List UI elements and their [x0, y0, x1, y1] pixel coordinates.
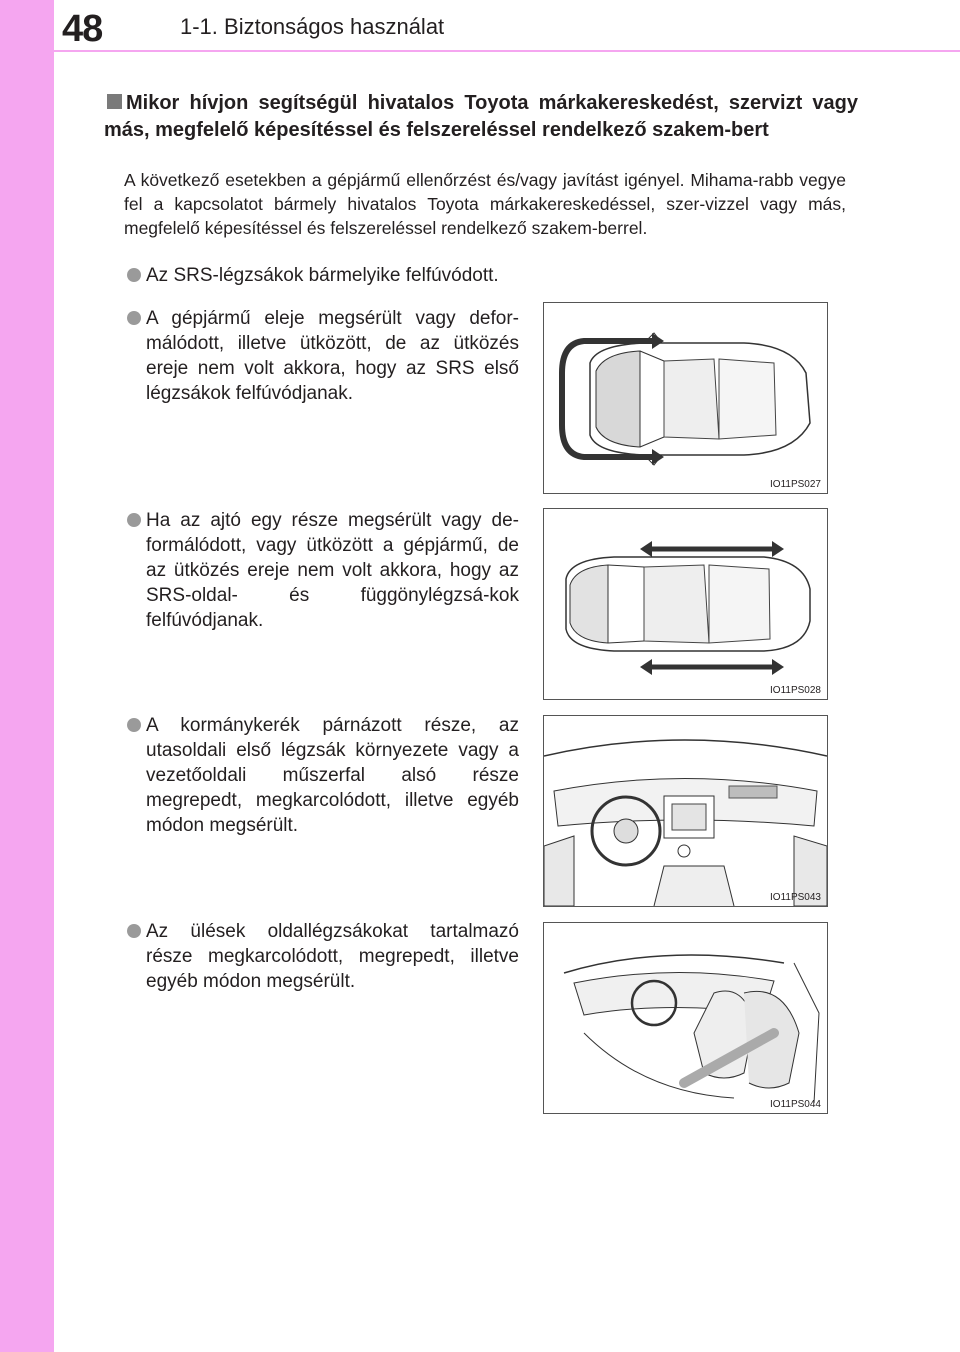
bullet-dot-icon — [127, 311, 141, 325]
figure-code: IO11PS028 — [770, 685, 821, 696]
section-intro: A következő esetekben a gépjármű ellenőrzést és/vagy javítást igényel. Mihama-rabb vegye fel a kapcsolatot bármely hivatalos Toyota márkakereskedéssel, szer-vizzel vagy más, megfelelő képesítéssel és felszereléssel rendelkező szakem-berrel. — [124, 170, 846, 238]
figure-code: IO11PS044 — [770, 1099, 821, 1110]
figure-front-damage — [543, 302, 828, 494]
figure-side-damage — [543, 508, 828, 700]
car-top-view-side-illustration — [544, 509, 827, 699]
bullet-dot-icon — [127, 924, 141, 938]
figure-dashboard — [543, 715, 828, 907]
bullet-item-3: Ha az ajtó egy része megsérült vagy de-formálódott, vagy ütközött a gépjármű, de az ütközés ereje nem volt akkora, hogy az SRS-oldal- és függönylégzsá-kok felfúvódjanak. — [146, 510, 519, 631]
figure-code: IO11PS027 — [770, 479, 821, 490]
bullet-dot-icon — [127, 513, 141, 527]
figure-code: IO11PS043 — [770, 892, 821, 903]
bullet-item-5: Az ülések oldallégzsákokat tartalmazó része megkarcolódott, megrepedt, illetve egyéb módon megsérült. — [146, 921, 519, 992]
side-tab-strip — [0, 0, 54, 1352]
car-top-view-front-illustration — [544, 303, 827, 493]
header-rule — [54, 50, 960, 52]
dashboard-illustration — [544, 716, 827, 906]
bullet-item-2: A gépjármű eleje megsérült vagy defor-málódott, illetve ütközött, de az ütközés ereje nem volt akkora, hogy az SRS első légzsákok felfúvódjanak. — [146, 308, 519, 404]
bullet-dot-icon — [127, 268, 141, 282]
seat-interior-illustration — [544, 923, 827, 1113]
section-heading: Mikor hívjon segítségül hivatalos Toyota márkakereskedést, szervizt vagy más, megfelelő képesítéssel és felszereléssel rendelkező szakem-bert — [104, 92, 858, 141]
chapter-title: 1-1. Biztonságos használat — [180, 14, 445, 39]
bullet-item-4: A kormánykerék párnázott része, az utasoldali első légzsák környezete vagy a vezetőoldali műszerfal alsó része megrepedt, megkarcolódott, illetve egyéb módon megsérült. — [146, 715, 519, 836]
bullet-item-1: Az SRS-légzsákok bármelyike felfúvódott. — [146, 265, 499, 286]
page-number: 48 — [62, 8, 103, 50]
figure-seats — [543, 922, 828, 1114]
bullet-dot-icon — [127, 718, 141, 732]
